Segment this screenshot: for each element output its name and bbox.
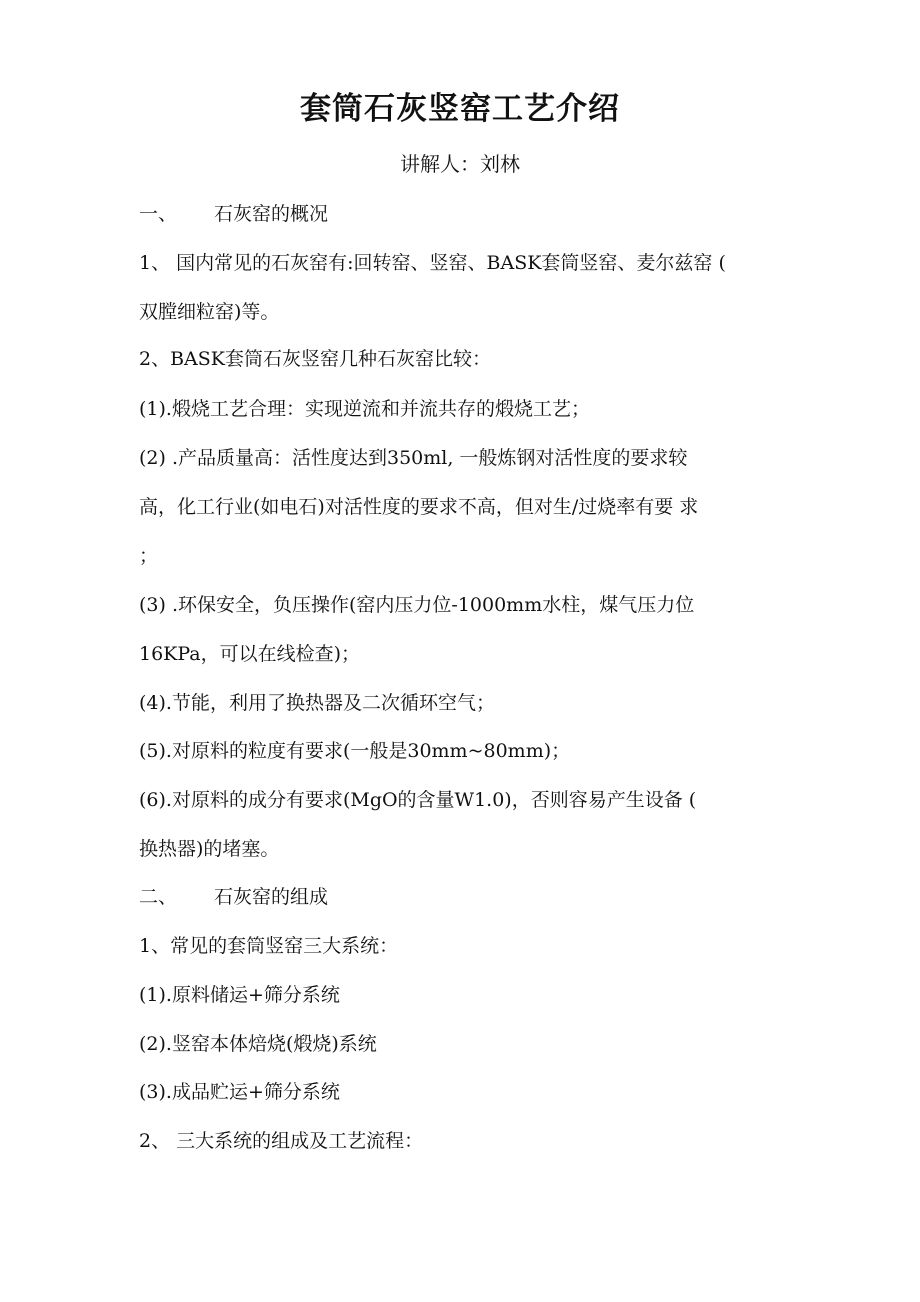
list-item: (6).对原料的成分有要求(MgO的含量W1.0)，否则容易产生设备 ( — [139, 789, 697, 811]
list-item: (2) .产品质量高：活性度达到350ml, 一般炼钢对活性度的要求较 — [139, 447, 688, 469]
list-item-continued: 换热器)的堵塞。 — [139, 838, 280, 860]
section-heading-2 — [139, 882, 328, 912]
paragraph-line: 2、 三大系统的组成及工艺流程： — [139, 1130, 424, 1152]
list-item-continued: 16KPa，可以在线检查)； — [139, 643, 361, 665]
paragraph-line: 2、BASK套筒石灰竖窑几种石灰窑比较： — [139, 348, 491, 370]
list-item: (4).节能，利用了换热器及二次循环空气； — [139, 692, 495, 714]
paragraph-line: 双膛细粒窑)等。 — [139, 301, 280, 323]
section-heading-1 — [139, 199, 328, 229]
list-item: (5).对原料的粒度有要求(一般是30mm~80mm)； — [139, 740, 571, 762]
section-title: 石灰窑的概况 — [214, 203, 329, 225]
paragraph-line: 1、常见的套筒竖窑三大系统： — [139, 935, 399, 957]
list-item-continued: 高，化工行业(如电石)对活性度的要求不高，但对生/过烧率有要 求 — [139, 496, 699, 518]
document-title: 套筒石灰竖窑工艺介绍 — [300, 91, 620, 127]
list-item: (1).原料储运+筛分系统 — [139, 984, 340, 1006]
section-title: 石灰窑的组成 — [214, 886, 329, 908]
list-item: (3) .环保安全，负压操作(窑内压力位-1000mm水柱，煤气压力位 — [139, 594, 695, 616]
list-item: (2).竖窑本体焙烧(煅烧)系统 — [139, 1033, 377, 1055]
list-item: (3).成品贮运+筛分系统 — [139, 1081, 340, 1103]
section-number: 二、 — [139, 886, 178, 908]
speaker-line: 讲解人：刘林 — [400, 152, 520, 176]
list-item: (1).煅烧工艺合理：实现逆流和并流共存的煅烧工艺； — [139, 398, 590, 420]
section-number: 一、 — [139, 203, 178, 225]
list-item-continued: ； — [139, 545, 159, 567]
paragraph-line: 1、 国内常见的石灰窑有:回转窑、竖窑、BASK套筒竖窑、麦尔兹窑 ( — [139, 252, 726, 274]
